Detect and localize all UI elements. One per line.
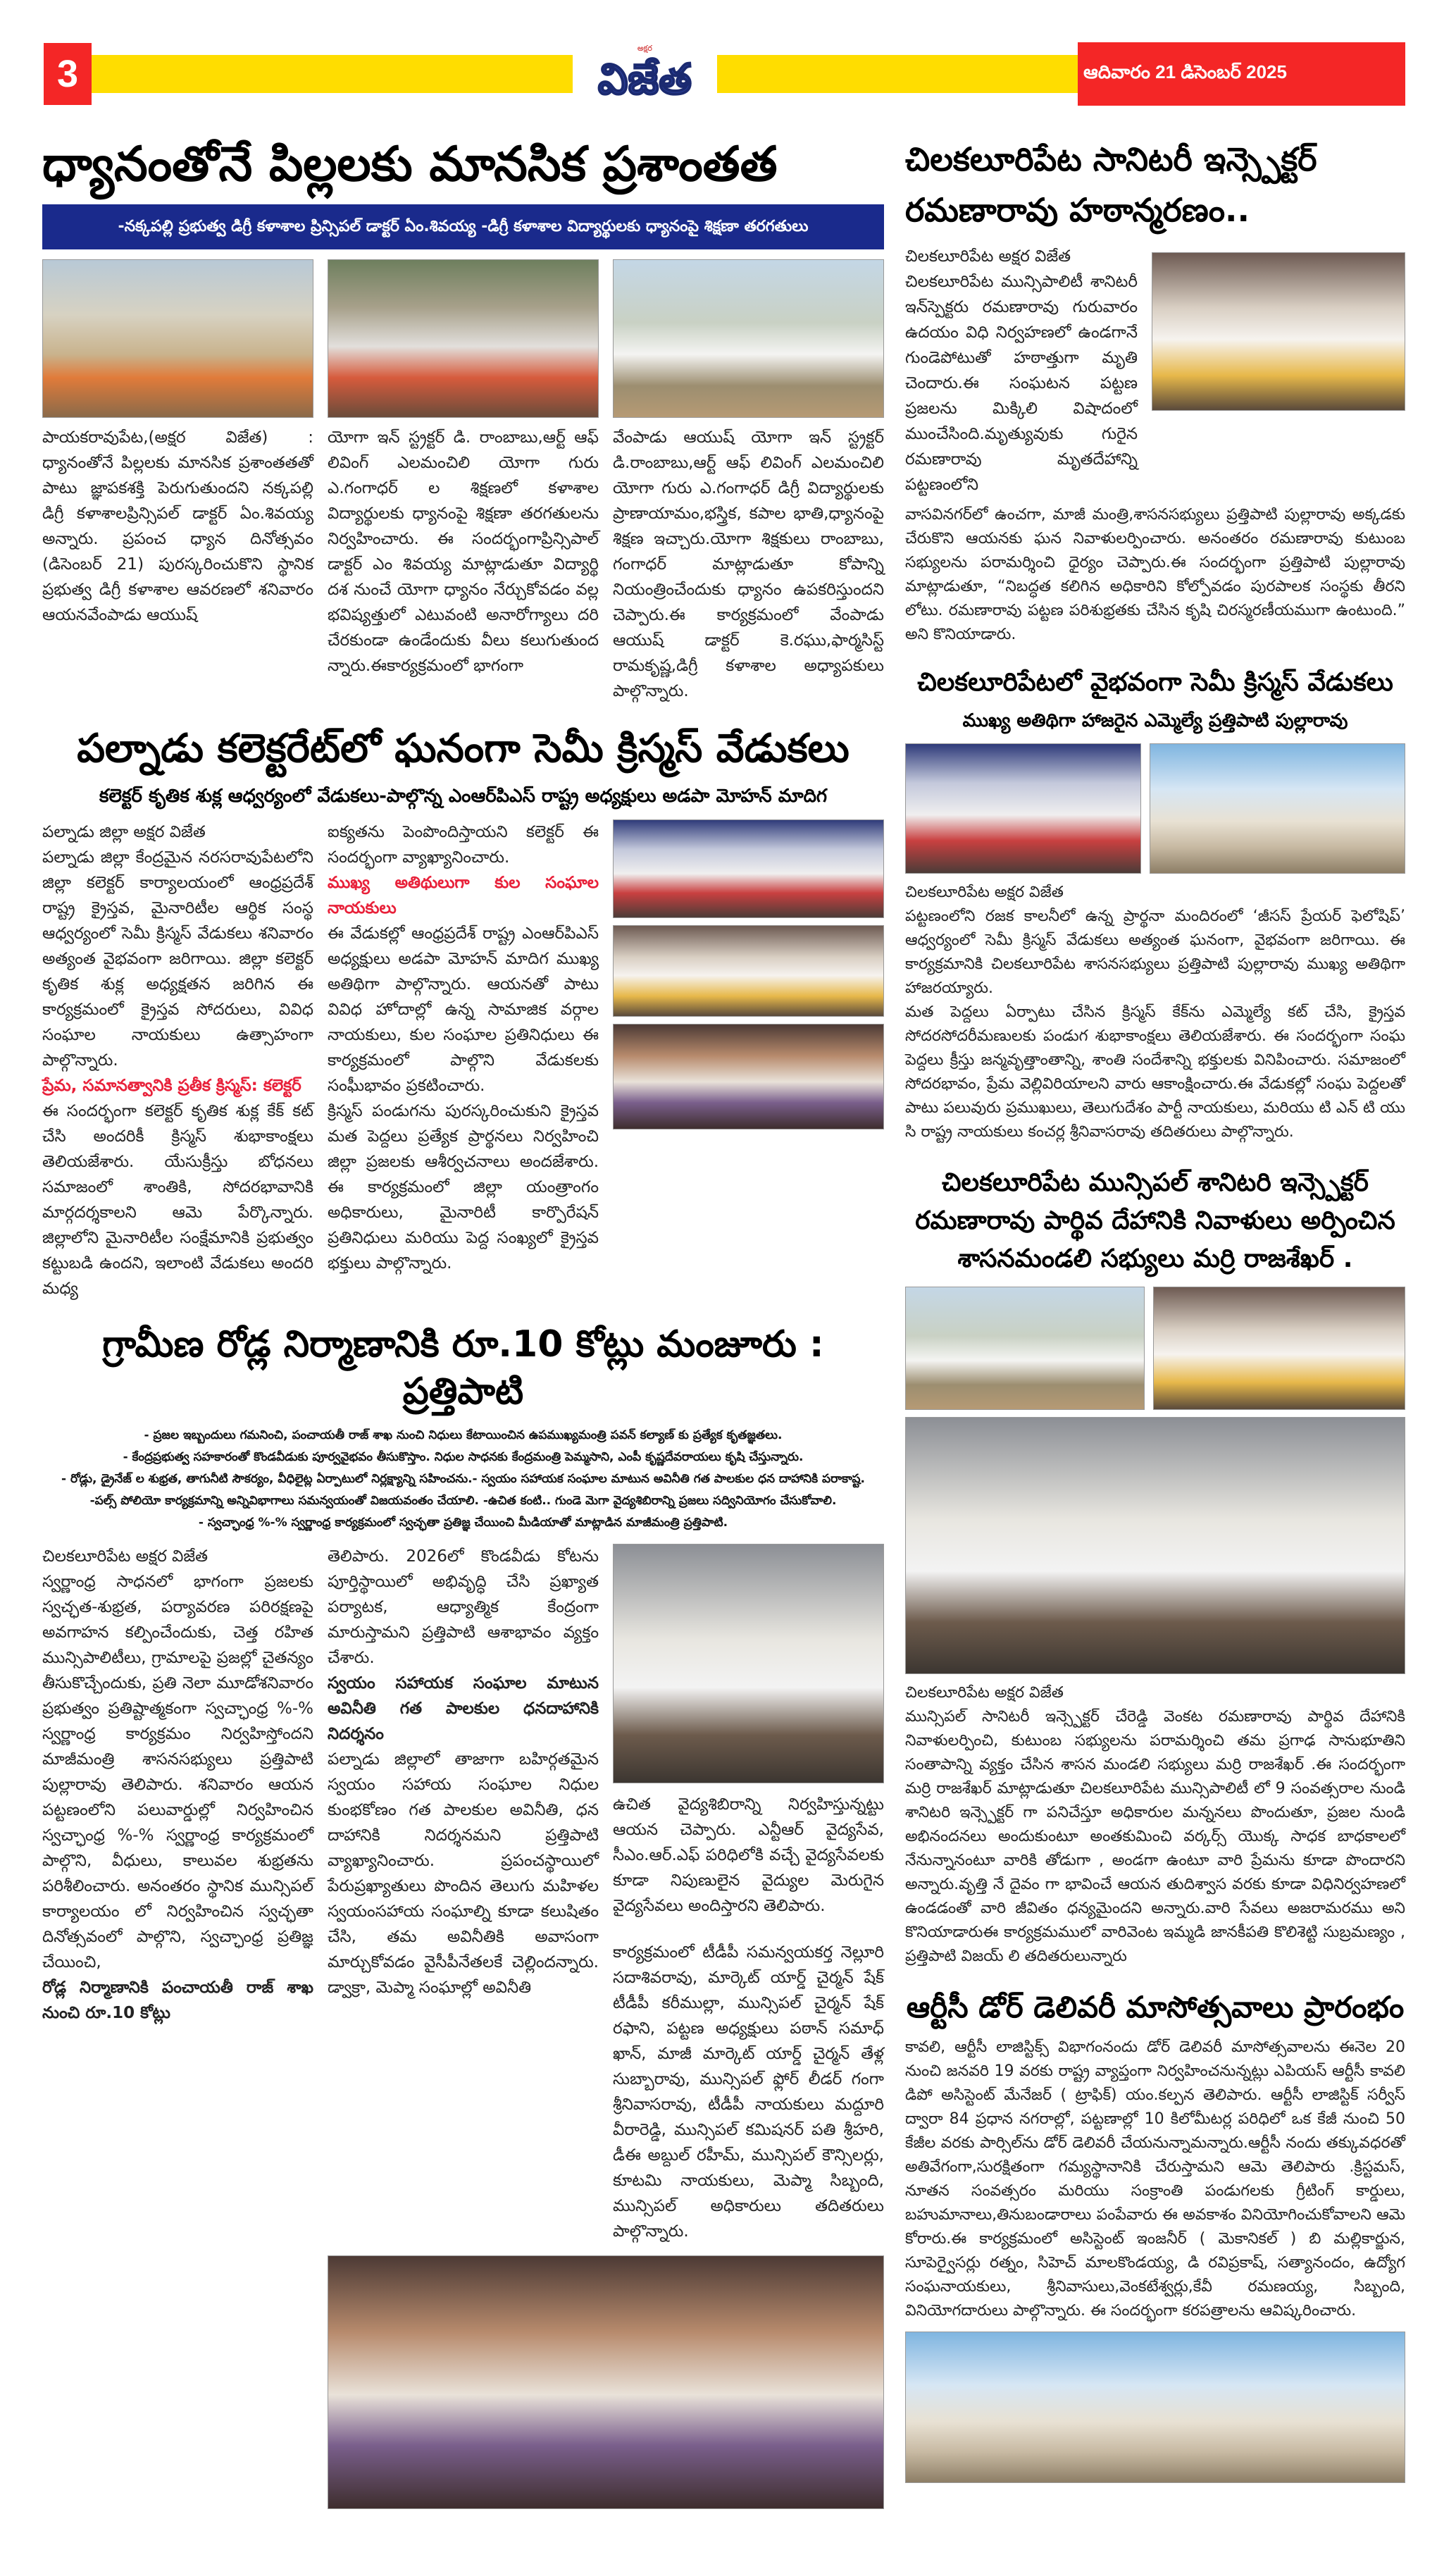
paragraph: యోగా ఇన్ స్ట్రక్టర్ డి. రాంబాబు,ఆర్ట్ ఆఫ్ లివింగ్ ఎలమంచిలి యోగా గురు ఎ.గంగాధర్ ల శిక్షణలో కళాశాల విద్యార్థులకు ధ్యానంపై శిక్షణా తరగతులను నిర్వహించారు. ఈ సందర్భంగాప్రిన్సిపాల్ డాక్టర్ ఎం శివయ్య మాట్లాడుతూ విద్యార్థి దశ నుంచే యోగా ధ్యానం నేర్చుకోవడం వల్ల భవిష్యత్తులో ఎటువంటి అనారోగ్యాలు దరి చేరకుండా ఉండేందుకు వీలు కలుగుతుంద న్నారు.ఈకార్యక్రమంలో భాగంగా — [328, 428, 599, 676]
article-roads-col-1 — [42, 1544, 313, 2026]
headline-rtc: ఆర్టీసీ డోర్ డెలివరీ మాసోత్సవాలు ప్రారంభం — [906, 1990, 1405, 2025]
article-palnadu-col-1 — [42, 819, 313, 1301]
photo-tribute-flowers — [1152, 252, 1405, 411]
logo-text: విజేత — [597, 55, 692, 104]
dateline: చిలకలూరిపేట అక్షర విజేత — [905, 884, 1064, 902]
paragraph: పల్నాడు జిల్లాలో తాజాగా బహిర్గతమైన స్వయం సహాయ సంఘాల నిధుల కుంభకోణం గత పాలకుల అవినీతి, ధన దాహానికి నిదర్శనమని ప్రత్తిపాటి వ్యాఖ్యానించారు. ప్రపంచస్థాయిలో పేరుప్రఖ్యాతులు పొందిన తెలుగు మహిళల స్వయంసహాయ సంఘాల్ని కూడా కలుషితం చేసి, తమ అవినీతికి అవాసంగా మార్చుకోవడం వైసీపీనేతలకే చెల్లిందన్నారు. డ్వాక్రా, మెప్మా సంఘాల్లో అవినీతి — [328, 1750, 599, 1997]
article-inspector-col-1 — [905, 244, 1138, 497]
article-tribute — [905, 1164, 1405, 1969]
article-rtc-body — [905, 2036, 1405, 2323]
paragraph: చిలకలూరిపేట మున్సిపాలిటీ శానిటరీ ఇన్‌స్పెక్టరు రమణారావు గురువారం ఉదయం విధి నిర్వహణలో ఉండగానే గుండెపోటుతో హఠాత్తుగా మృతి చెందారు.ఈ సంఘటన పట్టణ ప్రజలను మిక్కిలి విషాదంలో ముంచేసింది.మృత్యువుకు గురైన రమణారావు మృతదేహాన్ని పట్టణంలోని — [905, 273, 1138, 494]
photo-palnadu-audience — [613, 1024, 884, 1129]
paragraph: మత పెద్దలు ఏర్పాటు చేసిన క్రిస్మస్ కేక్‌ను ఎమ్మెల్యే కట్ చేసి, క్రైస్తవ సోదరసోదరీమణులకు పండుగ శుభాకాంక్షలు తెలియజేశారు. ఈ సందర్భంగా సంఘ పెద్దలు క్రీస్తు జన్మవృత్తాంతాన్ని, శాంతి సందేశాన్ని భక్తులకు వినిపించారు. సమాజంలో సోదరభావం, ప్రేమ వెల్లివిరియాలని వారు ఆకాంక్షించారు.ఈ వేడుకల్లో సంఘ పెద్దలతో పాటు పలువురు ప్రముఖులు, తెలుగుదేశం పార్టీ నాయకులు, మరియు టి ఎన్ టి యు సి రాష్ట్ర నాయకులు కంచర్ల శ్రీనివాసరావు తదితరులు పాల్గొన్నారు. — [905, 1003, 1405, 1141]
logo-small-text: అక్షర — [637, 44, 652, 53]
article-palnadu — [42, 724, 884, 1301]
issue-date: ఆదివారం 21 డిసెంబర్ 2025 — [1078, 42, 1405, 106]
paragraph: ఈ వేడుకల్లో ఆంధ్రప్రదేశ్ రాష్ట్ర ఎంఆర్‌పిఎస్ అధ్యక్షులు అడపా మోహన్ మాదిగ ముఖ్య అతిథిగా పాల్గొన్నారు. ఆయనతో పాటు వివిధ హోదాల్లో ఉన్న సామాజిక వర్గాల నాయకులు, కుల సంఘాల ప్రతినిధులు ఈ కార్యక్రమంలో పాల్గొని వేడుకలకు సంఘీభావం ప్రకటించారు. — [328, 924, 599, 1095]
photo-palnadu-guest — [613, 925, 884, 1017]
dateline: చిలకలూరిపేట అక్షర విజేత — [905, 1684, 1064, 1702]
photo-meditation-instructors — [613, 259, 884, 418]
article-roads-col-3 — [613, 1792, 884, 2244]
headline-tribute: చిలకలూరిపేట మున్సిపల్ శానిటరి ఇన్స్పెక్టర్ రమణారావు పార్థివ దేహానికి నివాళులు అర్పించిన శాసనమండలి సభ్యులు మర్రి రాజశేఖర్ . — [915, 1168, 1395, 1274]
photo-meditation-students-1 — [42, 259, 313, 418]
photo-tribute-2 — [1153, 1287, 1405, 1410]
newspaper-logo — [573, 30, 717, 118]
paragraph: కార్యక్రమంలో టీడీపీ సమన్వయకర్త నెల్లూరి సదాశివరావు, మార్కెట్ యార్డ్ చైర్మన్ షేక్ టీడీపీ కరీముల్లా, మున్సిపల్ చైర్మన్ షేక్ రఫాని, పట్టణ అధ్యక్షులు పఠాన్ సమాధ్ ఖాన్, మాజీ మార్కెట్ యార్డ్ చైర్మన్ తేళ్ల సుబ్బారావు, మున్సిపల్ ఫ్లోర్ లీడర్ గంగా శ్రీనివాసరావు, టీడీపీ నాయకులు మద్దూరి వీరారెడ్డి, మున్సిపల్ కమిషనర్ పతి శ్రీహరి, డీఈ అబ్దుల్ రహీమ్, మున్సిపల్ కౌన్సిలర్లు, కూటమి నాయకులు, మెప్మా సిబ్బంది, మున్సిపల్ అధికారులు తదితరులు పాల్గొన్నారు. — [613, 1943, 884, 2241]
photo-rtc-launch — [905, 2332, 1405, 2483]
bold-subhead: స్వయం సహాయక సంఘాల మాటున అవినీతి గత పాలకుల ధనదాహానికి నిదర్శనం — [328, 1673, 599, 1743]
headline-chilakaluripet-xmas: చిలకలూరిపేటలో వైభవంగా సెమీ క్రిస్మస్ వేడుకలు — [917, 668, 1393, 697]
highlight-item: - రోడ్లు, డ్రైనేజ్ ల శుభ్రత, తాగునీటి సౌకర్యం, వీధిలైట్ల ఏర్పాటులో నిర్లక్ష్యాన్ని సహించను.- స్వయం సహాయక సంఘాల మాటున అవినీతి గత పాలకుల ధన దాహానికి పరాకాష్ట. — [61, 1471, 865, 1486]
palnadu-photos — [613, 819, 884, 1137]
paragraph: తెలిపారు. 2026లో కొండవీడు కోటను పూర్తిస్థాయిలో అభివృద్ధి చేసి ప్రఖ్యాత పర్యాటక, ఆధ్యాత్మిక కేంద్రంగా మారుస్తామని ప్రత్తిపాటి ఆశాభావం వ్యక్తం చేశారు. — [328, 1547, 599, 1667]
article-chilakaluripet-xmas — [905, 667, 1405, 1144]
paragraph: వాసవినగర్‌లో ఉంచగా, మాజీ మంత్రి,శాసనసభ్యులు ప్రత్తిపాటి పుల్లారావు అక్కడకు చేరుకొని ఆయనకు ఘన నివాళులర్పించారు. అనంతరం రమణారావు కుటుంబ సభ్యులను పరామర్శించి ధైర్యం చెప్పారు.ఈ సందర్భంగా ప్రత్తిపాటి పుల్లారావు మాట్లాడుతూ, “నిబద్ధత కలిగిన అధికారిని కోల్పోవడం పురపాలక సంస్థకు తీరని లోటు. రమణారావు పట్టణ పరిశుభ్రతకు చేసిన కృషి చిరస్మరణీయముగా ఉంటుంది.” అని కొనియాడారు. — [905, 506, 1405, 643]
masthead — [0, 0, 1456, 120]
dateline: చిలకలూరిపేట అక్షర విజేత — [905, 247, 1071, 266]
roads-right-area — [328, 1544, 884, 2509]
article-rtc — [905, 1988, 1405, 2483]
paragraph: మున్సిపల్ సానిటరీ ఇన్స్పెక్టర్ చేరెడ్డి వెంకట రమణారావు పార్థివ దేహానికి నివాళులర్పించి, కుటుంబ సభ్యులను పరామర్శించి తమ ప్రగాఢ సానుభూతిని సంతాపాన్ని వ్యక్తం చేసిన శాసన మండలి సభ్యులు మర్రి రాజశేఖర్ .ఈ సందర్భంగా మర్రి రాజశేఖర్ మాట్లాడుతూ చిలకలూరిపేట మున్సిపాలిటీ లో 9 సంవత్సరాల నుండి శానిటరి ఇన్స్పెక్టర్ గా పనిచేస్తూ అధికారుల మన్ననలు పొందుతూ, ప్రజల నుండి అభినందనలు అందుకుంటూ అంతకుమించి వర్కర్స్ యొక్క సాధక బాధకాలలో నేనున్నానంటూ వారికి తోడుగా , అండగా ఉంటూ వారి ప్రేమను కూడా పొందారని అన్నారు.వృత్తి నే దైవం గా భావించే ఆయన తుదిశ్వాస వరకు కూడా విధినిర్వహణలో ఉండడంతో వారి జీవితం ధన్యమైందని అన్నారు.వారి సేవలు అజరామరము అని కొనియాడారుఈ కార్యక్రమములో వారివెంట ఇమ్మడి జానకీపతి కొలిశెట్టి సుబ్రమణ్యం , ప్రత్తిపాటి విజయ్ లి తదితరులున్నారు — [905, 1708, 1405, 1966]
paragraph: వేంపాడు ఆయుష్ యోగా ఇన్ స్ట్రక్టర్ డి.రాంబాబు,ఆర్ట్ ఆఫ్ లివింగ్ ఎలమంచిలి యోగా గురు ఎ.గంగాధర్ డిగ్రీ విద్యార్థులకు ప్రాణాయామం,భస్త్రిక, కపాల భాతి,ధ్యానంపై శిక్షణ ఇచ్చారు.యోగా శిక్షకులు రాంబాబు, గంగాధర్ మాట్లాడుతూ కోపాన్ని నియంత్రించేందుకు ధ్యానం ఉపకరిస్తుందని చెప్పారు.ఈ కార్యక్రమంలో వేంపాడు ఆయుష్ డాక్టర్ కె.రఘు,ఫార్మసిస్ట్ రామకృష్ణ,డిగ్రీ కళాశాల అధ్యాపకులు పాల్గొన్నారు. — [613, 428, 884, 701]
paragraph: ఈ సందర్భంగా కలెక్టర్ కృతిక శుక్ల కేక్ కట్ చేసి అందరికీ క్రిస్మస్ శుభాకాంక్షలు తెలియజేశారు. యేసుక్రీస్తు బోధనలు సమాజంలో శాంతికి, సోదరభావానికి మార్గదర్శకాలని ఆమె పేర్కొన్నారు. జిల్లాలోని మైనారిటీల సంక్షేమానికి ప్రభుత్వం కట్టుబడి ఉందని, ఇలాంటి వేడుకలు అందరి మధ్య — [42, 1101, 313, 1298]
paragraph: క్రిస్మస్ పండుగను పురస్కరించుకుని క్రైస్తవ మత పెద్దలు ప్రత్యేక ప్రార్థనలు నిర్వహించి జిల్లా ప్రజలకు ఆశీర్వచనాలు అందజేశారు. ఈ కార్యక్రమంలో జిల్లా యంత్రాంగం అధికారులు, మైనారిటీ కార్పొరేషన్ ప్రతినిధులు మరియు పెద్ద సంఖ్యలో క్రైస్తవ భక్తులు పాల్గొన్నారు. — [328, 1101, 599, 1273]
article-inspector-death — [905, 134, 1405, 647]
article-palnadu-col-2 — [328, 819, 599, 1276]
photo-xmas-mla — [1150, 743, 1405, 874]
article-meditation-col-1 — [42, 425, 313, 628]
page-body — [0, 120, 1456, 2557]
headline-inspector-death: చిలకలూరిపేట సానిటరీ ఇన్స్పెక్టర్ రమణారావు హఠాన్మరణం.. — [905, 140, 1317, 229]
headline-palnadu: పల్నాడు కలెక్టరేట్‌లో ఘనంగా సెమీ క్రిస్మస్ వేడుకలు — [77, 726, 850, 772]
left-column — [42, 134, 884, 2529]
roads-col-3-area — [613, 1544, 884, 2244]
article-meditation-col-3 — [613, 425, 884, 704]
red-subhead: ముఖ్య అతిథులుగా కుల సంఘాల నాయకులు — [328, 873, 599, 917]
paragraph: ఐక్యతను పెంపొందిస్తాయని కలెక్టర్ ఈ సందర్భంగా వ్యాఖ్యానించారు. — [328, 822, 599, 867]
paragraph: స్వర్ణాంధ్ర సాధనలో భాగంగా ప్రజలకు స్వచ్ఛత-శుభ్రత, పర్యావరణ పరిరక్షణపై అవగాహన కల్పించేందుకు, చెత్త రహిత మున్సిపాలిటీలు, గ్రామాలపై ప్రజల్లో చైతన్యం తీసుకొచ్చేందుకు, ప్రతి నెలా మూడోశనివారం ప్రభుత్వం ప్రతిష్టాత్మకంగా స్వచ్ఛాంధ్ర %-% స్వర్ణాంధ్ర కార్యక్రమం నిర్వహిస్తోందని మాజీమంత్రి శాసనసభ్యులు ప్రత్తిపాటి పుల్లారావు తెలిపారు. శనివారం ఆయన పట్టణంలోని పలువార్డుల్లో నిర్వహించిన స్వచ్ఛాంధ్ర %-% స్వర్ణాంధ్ర కార్యక్రమంలో పాల్గొని, వీధులు, కాలువల శుభ్రతను పరిశీలించారు. అనంతరం స్థానిక మున్సిపల్ కార్యాలయం లో నిర్వహించిన స్వచ్ఛతా దినోత్సవంలో పాల్గొని, స్వచ్ఛాంధ్ర ప్రతిజ్ఞ చేయించి, — [42, 1572, 313, 1971]
article-roads-col-2 — [328, 1544, 599, 2000]
page-number: 3 — [44, 43, 92, 105]
photo-meditation-students-2 — [328, 259, 599, 418]
headline-roads: గ్రామీణ రోడ్ల నిర్మాణానికి రూ.10 కోట్లు మంజూరు : ప్రత్తిపాటి — [102, 1323, 824, 1413]
highlight-item: - కేంద్రప్రభుత్వ సహకారంతో కొండవీడుకు పూర్వవైభవం తీసుకొస్తాం. నిధుల సాధనకు కేంద్రమంత్రి పెమ్మసాని, ఎంపీ కృష్ణదేవరాయలు కృషి చేస్తున్నారు. — [123, 1449, 804, 1464]
paragraph: పట్టణంలోని రజక కాలనీలో ఉన్న ప్రార్థనా మందిరంలో ‘జీసస్ ప్రేయర్ ఫెలోషిప్’ ఆధ్వర్యంలో సెమీ క్రిస్మస్ వేడుకలు అత్యంత ఘనంగా, వైభవంగా జరిగాయి. ఈ కార్యక్రమానికి చిలకలూరిపేట శాసనసభ్యులు ప్రత్తిపాటి పుల్లారావు ముఖ్య అతిథిగా హాజరయ్యారు. — [905, 908, 1405, 998]
photo-tribute-1 — [905, 1287, 1145, 1410]
article-tribute-body — [905, 1681, 1405, 1969]
dateline: పల్నాడు జిల్లా అక్షర విజేత — [42, 822, 206, 841]
masthead-bar-right — [717, 55, 1078, 93]
paragraph: ఉచిత వైద్యశిబిరాన్ని నిర్వహిస్తున్నట్టు ఆయన చెప్పారు. ఎన్టీఆర్ వైద్యసేవ, సీఎం.ఆర్.ఎఫ్ పరిధిలోకి వచ్చే వైద్యసేవలకు కూడా నిపుణులైన వైద్యుల మెరుగైన వైద్యసేవలు అందిస్తారని తెలిపారు. — [613, 1795, 884, 1915]
article-inspector-col-2 — [905, 503, 1405, 647]
article-meditation — [42, 134, 884, 704]
photo-swachhata-pledge — [613, 1544, 884, 1783]
article-meditation-col-2 — [328, 425, 599, 679]
red-subhead: ప్రేమ, సమానత్వానికి ప్రతీక క్రిస్మస్: కలెక్టర్ — [42, 1076, 301, 1095]
paragraph: కావలి, ఆర్టీసీ లాజిస్టిక్స్ విభాగంనందు డోర్ డెలివరీ మాసోత్సవాలను ఈనెల 20 నుంచి జనవరి 19 వరకు రాష్ట్ర వ్యాప్తంగా నిర్వహించనున్నట్లు ఎపియస్ ఆర్టీసీ కావలి డిపో అసిస్టెంట్ మేనేజర్ ( ట్రాఫిక్) యం.కల్పన తెలిపారు. ఆర్టీసీ లాజిస్టిక్ సర్వీస్ ద్వారా 84 ప్రధాన నగరాల్లో, పట్టణాల్లో 10 కిలోమీటర్ల పరిధిలో ఒక కేజీ నుంచి 50 కేజీల వరకు పార్సిల్‌ను డోర్ డెలివరీ చేయనున్నామన్నారు.ఆర్టీసీ నందు తక్కువధరతో అతివేగంగా,సురక్షితంగా గమ్యస్థానానికి చేరుస్తామని ఆమె తెలిపారు .క్రిస్టమస్, నూతన సంవత్సరం మరియు సంక్రాంతి పండుగలకు గ్రీటింగ్ కార్డులు, బహుమానాలు,తినుబండారాలు పంపేవారు ఈ అవకాశం వినియోగించుకోవాలని ఆమె కోరారు.ఈ కార్యక్రమంలో అసిస్టెంట్ ఇంజనీర్ ( మెకానికల్ ) బి మల్లికార్జున, సూపెర్వైసర్లు రత్నం, సిహెచ్ మాలకొండయ్య, డి రవిప్రకాష్, సత్యానందం, ఉద్యోగ సంఘనాయకులు, శ్రీనివాసులు,వెంకటేశ్వర్లు,కేవీ రమణయ్య, సిబ్బంది, వినియోగదారులు పాల్గొన్నారు. ఈ సందర్భంగా కరపత్రాలను ఆవిష్కరించారు. — [905, 2038, 1405, 2320]
bold-subhead: రోడ్ల నిర్మాణానికి పంచాయతీ రాజ్ శాఖ నుంచి రూ.10 కోట్లు — [42, 1978, 313, 2022]
photo-meeting-hall — [328, 2255, 884, 2509]
photo-palnadu-stage — [613, 819, 884, 918]
subheadline-palnadu: కలెక్టర్ కృతిక శుక్ల ఆధ్వర్యంలో వేడుకలు-పాల్గొన్న ఎంఆర్‌పిఎస్ రాష్ట్ర అధ్యక్షులు అడపా మోహన్ మాదిగ — [99, 786, 828, 807]
roads-highlights — [42, 1425, 884, 1534]
paragraph: పాయకరావుపేట,(అక్షర విజేత) : ధ్యానంతోనే పిల్లలకు మానసిక ప్రశాంతతతో పాటు జ్ఞాపకశక్తి పెరుగుతుందని నక్కపల్లి డిగ్రీ కళాశాలప్రిన్సిపల్ డాక్టర్ ఏం.శివయ్య అన్నారు. ప్రపంచ ధ్యాన దినోత్సవం (డిసెంబర్ 21) పురస్కరించుకొని స్థానిక ప్రభుత్వ డిగ్రీ కళాశాల ఆవరణలో శనివారం ఆయనవేంపాడు ఆయుష్ — [42, 428, 313, 625]
highlight-item: - స్వచ్ఛాంధ్ర %-% స్వర్ణాంధ్ర కార్యక్రమంలో స్వచ్ఛతా ప్రతిజ్ఞ చేయించి మీడియాతో మాట్లాడిన మాజీమంత్రి ప్రత్తిపాటి. — [198, 1515, 728, 1530]
photo-xmas-cake-cutting — [905, 743, 1141, 874]
paragraph: పల్నాడు జిల్లా కేంద్రమైన నరసరావుపేటలోని జిల్లా కలెక్టర్ కార్యాలయంలో ఆంధ్రప్రదేశ్ రాష్ట్ర క్రైస్తవ, మైనారిటీల ఆర్థిక సంస్థ ఆధ్వర్యంలో సెమీ క్రిస్మస్ వేడుకలు శనివారం అత్యంత వైభవంగా జరిగాయి. జిల్లా కలెక్టర్ కృతిక శుక్ల అధ్యక్షతన జరిగిన ఈ కార్యక్రమంలో క్రైస్తవ సోదరులు, వివిధ సంఘాల నాయకులు ఉత్సాహంగా పాల్గొన్నారు. — [42, 848, 313, 1070]
dateline: చిలకలూరిపేట అక్షర విజేత — [42, 1547, 209, 1566]
masthead-bar-left — [92, 55, 573, 93]
right-column — [905, 134, 1405, 2503]
highlight-item: - ప్రజల ఇబ్బందులు గమనించి, పంచాయతీ రాజ్ శాఖ నుంచి నిధులు కేటాయించిన ఉపముఖ్యమంత్రి పవన్ కల్యాణ్ కు ప్రత్యేక కృతజ్ఞతలు. — [144, 1428, 783, 1442]
photo-tribute-mlc — [905, 1417, 1405, 1674]
headline-meditation: ధ్యానంతోనే పిల్లలకు మానసిక ప్రశాంతత — [42, 137, 778, 192]
highlight-item: -పల్స్ పోలియో కార్యక్రమాన్ని అన్నివిభాగాలు సమన్వయంతో విజయవంతం చేయాలి. -ఉచిత కంటి.. గుండె మెగా వైద్యశిబిరాన్ని ప్రజలు సద్వినియోగం చేసుకోవాలి. — [89, 1493, 837, 1508]
article-roads — [42, 1321, 884, 2509]
subheadline-chilakaluripet-xmas: ముఖ్య అతిథిగా హాజరైన ఎమ్మెల్యే ప్రత్తిపాటి పుల్లారావు — [962, 710, 1348, 731]
subheadline-meditation: -నక్కపల్లి ప్రభుత్వ డిగ్రీ కళాశాల ప్రిన్సిపల్ డాక్టర్ ఏం.శివయ్య -డిగ్రీ కళాశాల విద్యార్థులకు ధ్యానంపై శిక్షణా తరగతులు — [42, 204, 884, 249]
article-xmas-body — [905, 881, 1405, 1144]
